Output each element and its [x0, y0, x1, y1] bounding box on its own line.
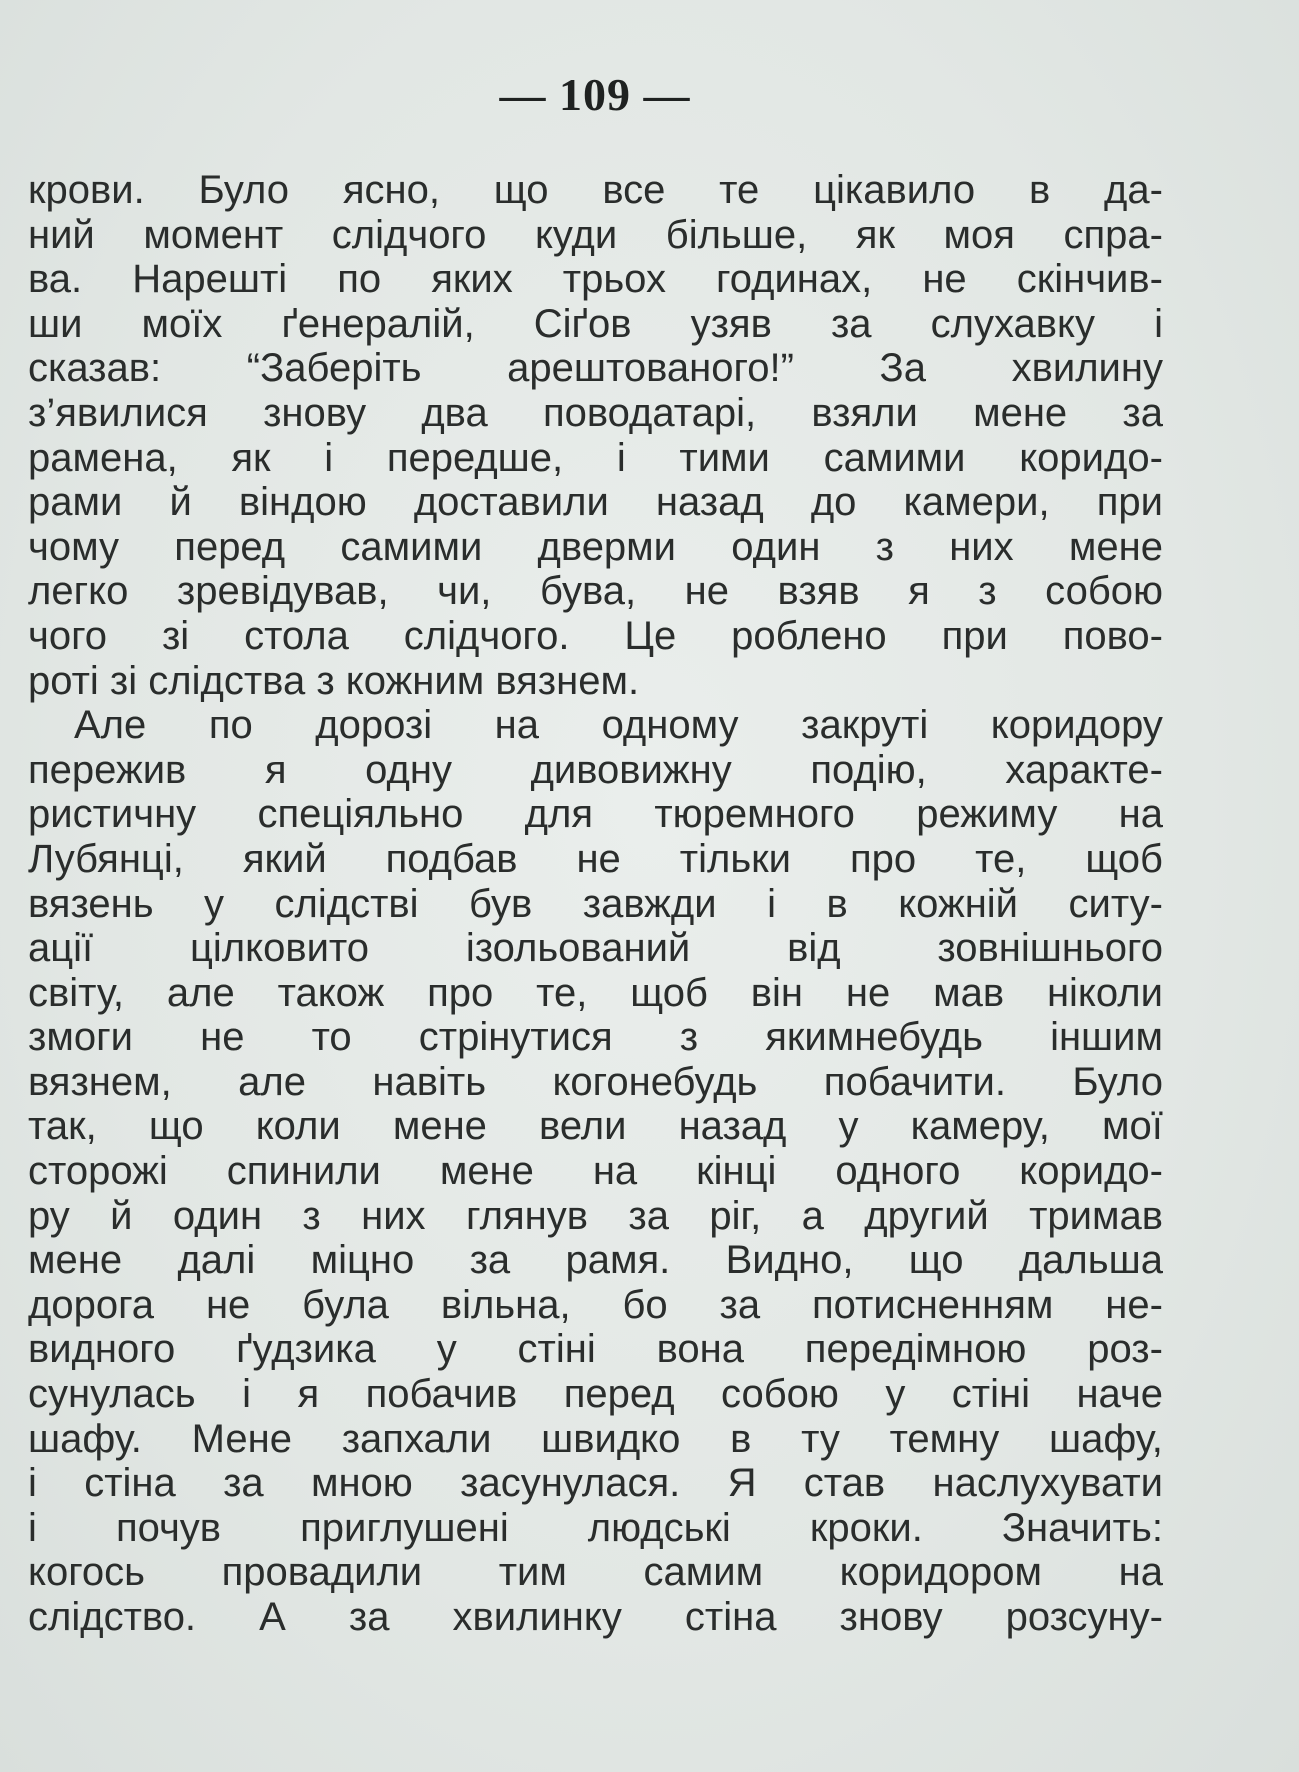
- word: назад: [678, 1104, 787, 1149]
- word: при: [1096, 480, 1163, 525]
- word: з: [679, 1015, 699, 1060]
- word: одному: [601, 703, 739, 748]
- word: ру: [28, 1193, 70, 1238]
- word: була: [302, 1282, 389, 1327]
- word: куди: [534, 212, 618, 257]
- word: режиму: [916, 792, 1058, 837]
- word: те,: [975, 836, 1027, 881]
- word: да-: [1104, 168, 1163, 212]
- word: чого: [28, 613, 108, 658]
- word: більше,: [665, 212, 808, 257]
- word: яких: [431, 257, 513, 302]
- word: Мене: [191, 1416, 292, 1461]
- word: мав: [933, 970, 1005, 1015]
- word: тим: [498, 1550, 567, 1595]
- word: цілковито: [189, 926, 370, 971]
- word: ації: [28, 926, 94, 971]
- word: мої: [1102, 1104, 1163, 1149]
- word: ва.: [28, 257, 83, 302]
- word: й: [169, 480, 192, 525]
- text-line: [28, 1506, 1163, 1551]
- word: Було: [198, 168, 290, 212]
- word: моя: [943, 212, 1015, 257]
- text-line: [28, 1327, 1163, 1372]
- word: ніколи: [1046, 970, 1163, 1015]
- word: навіть: [372, 1059, 487, 1104]
- word: рами: [28, 480, 123, 525]
- word: когонебудь: [552, 1059, 758, 1104]
- word: що: [148, 1104, 204, 1149]
- word: який: [242, 836, 327, 881]
- text-line: [28, 1283, 1163, 1328]
- word: мене: [973, 390, 1068, 435]
- word: але: [238, 1059, 306, 1104]
- word: когось: [28, 1550, 145, 1595]
- word: й: [110, 1193, 133, 1238]
- word: ситу-: [1068, 881, 1163, 926]
- word: став: [803, 1461, 886, 1506]
- word: по: [337, 257, 382, 302]
- word: За: [879, 346, 926, 391]
- word: слідчого: [331, 212, 487, 257]
- word: собою: [721, 1372, 839, 1417]
- word: в: [730, 1416, 752, 1461]
- text-line: [28, 569, 1163, 614]
- word: на: [1118, 792, 1163, 837]
- word: самими: [823, 435, 966, 480]
- word: те,: [536, 970, 588, 1015]
- word: другий: [864, 1193, 989, 1238]
- word: щоб: [1085, 836, 1163, 881]
- word: крови.: [28, 168, 145, 212]
- word: передімною: [804, 1327, 1027, 1372]
- word: дивовижну: [530, 747, 732, 792]
- word: доставили: [413, 480, 609, 525]
- word: побачив: [365, 1372, 518, 1417]
- word: дорога: [28, 1282, 155, 1327]
- word: ний: [28, 212, 95, 257]
- word: арештованого!”: [507, 346, 794, 391]
- text-line: [28, 971, 1163, 1016]
- word: запхали: [341, 1416, 492, 1461]
- word: почув: [115, 1505, 222, 1550]
- word: дальша: [1018, 1238, 1163, 1283]
- word: ту: [801, 1416, 840, 1461]
- word: ґенералій,: [281, 301, 475, 346]
- text-line: роті зі слідства з кожним вязнем.: [28, 658, 640, 703]
- word: бува,: [539, 569, 637, 614]
- word: них: [361, 1193, 426, 1238]
- text-line: [28, 302, 1163, 347]
- word: я: [908, 569, 930, 614]
- word: Було: [1072, 1059, 1163, 1104]
- word: взяв: [777, 569, 860, 614]
- word: взяли: [811, 390, 918, 435]
- text-line: [28, 1417, 1163, 1462]
- word: людські: [587, 1505, 731, 1550]
- word: хвилинку: [452, 1595, 622, 1639]
- word: він: [750, 970, 803, 1015]
- word: вона: [656, 1327, 744, 1372]
- word: шафу,: [1049, 1416, 1163, 1461]
- text-line: [28, 1194, 1163, 1239]
- word: поводатарі,: [542, 390, 757, 435]
- word: шафу.: [28, 1416, 142, 1461]
- word: спеціяльно: [257, 792, 464, 837]
- word: і: [616, 435, 626, 480]
- word: провадили: [221, 1550, 423, 1595]
- word: момент: [143, 212, 284, 257]
- word: собою: [1045, 569, 1163, 614]
- word: коридо-: [1019, 435, 1163, 480]
- word: за: [223, 1461, 264, 1506]
- word: мене: [439, 1149, 534, 1194]
- word: сунулась: [28, 1372, 196, 1417]
- word: них: [949, 524, 1014, 569]
- word: кроки.: [809, 1505, 923, 1550]
- word: у: [885, 1372, 906, 1417]
- word: кінці: [696, 1149, 777, 1194]
- text-line: [28, 168, 1163, 213]
- word: стола: [244, 613, 349, 658]
- word: і: [242, 1372, 251, 1417]
- word: назад: [655, 480, 764, 525]
- word: в: [1028, 168, 1051, 212]
- text-line: [28, 1461, 1163, 1506]
- word: завжди: [582, 881, 717, 926]
- word: за: [1122, 390, 1163, 435]
- word: я: [297, 1372, 320, 1417]
- word: Значить:: [1001, 1505, 1163, 1550]
- word: Нарешті: [132, 257, 288, 302]
- word: зревідував,: [176, 569, 389, 614]
- word: одну: [365, 747, 452, 792]
- word: приглушені: [300, 1505, 509, 1550]
- word: бо: [622, 1282, 668, 1327]
- word: сказав:: [28, 346, 162, 391]
- word: Сіґов: [533, 301, 632, 346]
- word: і: [767, 881, 776, 926]
- word: з: [302, 1193, 321, 1238]
- word: за: [719, 1282, 761, 1327]
- text-line: [28, 480, 1163, 525]
- word: слідчого.: [403, 613, 570, 658]
- word: зі: [161, 613, 190, 658]
- text-line: [28, 436, 1163, 481]
- word: самим: [643, 1550, 764, 1595]
- word: наче: [1076, 1372, 1163, 1417]
- text-line: [28, 1015, 1163, 1060]
- word: ясно,: [342, 168, 440, 212]
- word: А: [259, 1595, 286, 1639]
- word: далі: [177, 1238, 256, 1283]
- text-line: [28, 346, 1163, 391]
- word: то: [311, 1015, 352, 1060]
- word: потисненням: [812, 1282, 1054, 1327]
- word: два: [421, 390, 488, 435]
- word: за: [830, 301, 872, 346]
- word: коридору: [990, 703, 1163, 748]
- word: змоги: [28, 1015, 134, 1060]
- text-line: [28, 926, 1163, 971]
- word: наслухувати: [932, 1461, 1163, 1506]
- word: все: [602, 168, 666, 212]
- word: з: [875, 524, 894, 569]
- word: і: [324, 435, 334, 480]
- word: розсуну-: [1005, 1595, 1163, 1639]
- word: дверми: [537, 524, 677, 569]
- word: на: [1118, 1550, 1163, 1595]
- word: для: [524, 792, 594, 837]
- word: вязнем,: [28, 1059, 172, 1104]
- word: камеру,: [910, 1104, 1050, 1149]
- word: ґудзика: [236, 1327, 376, 1372]
- text-line: [28, 1149, 1163, 1194]
- word: віндою: [238, 480, 367, 525]
- word: і: [1154, 301, 1163, 346]
- word: чому: [28, 524, 120, 569]
- word: якимнебудь: [765, 1015, 983, 1060]
- word: і: [28, 1461, 37, 1506]
- word: дорозі: [315, 703, 433, 748]
- word: у: [838, 1104, 859, 1149]
- word: коли: [255, 1104, 341, 1149]
- word: самими: [340, 524, 483, 569]
- word: і: [28, 1505, 37, 1550]
- word: зовнішнього: [937, 926, 1163, 971]
- word: коридором: [839, 1550, 1043, 1595]
- word: на: [592, 1149, 638, 1194]
- word: не: [684, 569, 729, 614]
- word: темну: [889, 1416, 1000, 1461]
- word: рамя.: [565, 1238, 671, 1283]
- word: тими: [679, 435, 770, 480]
- word: подбав: [385, 836, 518, 881]
- word: до: [810, 480, 857, 525]
- text-line: [28, 1550, 1163, 1595]
- word: хвилину: [1011, 346, 1163, 391]
- word: щоб: [630, 970, 708, 1015]
- text-line: [28, 257, 1163, 302]
- word: не: [576, 836, 621, 881]
- word: трьох: [562, 257, 666, 302]
- word: так,: [28, 1104, 97, 1149]
- word: при: [941, 613, 1008, 658]
- word: тюремного: [654, 792, 855, 837]
- word: засунулася.: [460, 1461, 681, 1506]
- word: слідство.: [28, 1595, 197, 1639]
- word: з: [978, 569, 997, 614]
- text-line: [28, 1372, 1163, 1417]
- word: роблено: [731, 613, 887, 658]
- word: Це: [624, 613, 677, 658]
- word: міцно: [310, 1238, 415, 1283]
- word: я: [264, 747, 287, 792]
- text-line: [28, 1238, 1163, 1283]
- word: мене: [28, 1238, 123, 1283]
- word: узяв: [690, 301, 772, 346]
- word: “Заберіть: [246, 346, 422, 391]
- word: про: [427, 970, 494, 1015]
- word: від: [787, 926, 841, 971]
- word: коридо-: [1019, 1149, 1163, 1194]
- word: спра-: [1063, 212, 1163, 257]
- word: побачити.: [823, 1059, 1007, 1104]
- word: слідстві: [274, 881, 419, 926]
- word: стіна: [84, 1461, 176, 1506]
- word: стрінутися: [418, 1015, 613, 1060]
- word: що: [493, 168, 549, 212]
- word: пово-: [1062, 613, 1163, 658]
- word: був: [469, 881, 533, 926]
- word: ізольований: [465, 926, 691, 971]
- word: стіні: [951, 1372, 1030, 1417]
- word: на: [494, 703, 540, 748]
- word: стіна: [684, 1595, 777, 1639]
- word: ріг,: [709, 1193, 762, 1238]
- text-line: [28, 1104, 1163, 1149]
- text-line: [28, 748, 1163, 793]
- word: вільна,: [440, 1282, 571, 1327]
- word: як: [231, 435, 271, 480]
- word: скінчив-: [1016, 257, 1163, 302]
- word: за: [348, 1595, 390, 1639]
- word: чи,: [437, 569, 492, 614]
- word: кожній: [898, 881, 1019, 926]
- word: Видно,: [725, 1238, 854, 1283]
- word: а: [801, 1193, 824, 1238]
- word: годинах,: [716, 257, 873, 302]
- word: стіні: [517, 1327, 596, 1372]
- word: мене: [392, 1104, 487, 1149]
- word: передше,: [386, 435, 564, 480]
- text-line: [28, 1595, 1163, 1640]
- word: спинили: [226, 1149, 381, 1194]
- word: не-: [1105, 1282, 1163, 1327]
- word: глянув: [465, 1193, 588, 1238]
- word: перед: [174, 524, 286, 569]
- word: не: [205, 1282, 251, 1327]
- word: як: [855, 212, 895, 257]
- word: ристичну: [28, 792, 197, 837]
- word: одного: [835, 1149, 961, 1194]
- word: мною: [310, 1461, 413, 1506]
- word: також: [277, 970, 385, 1015]
- word: Але: [74, 703, 147, 748]
- text-line: [28, 882, 1163, 927]
- text-line: [28, 213, 1163, 258]
- text-line: [28, 614, 1163, 659]
- word: за: [628, 1193, 669, 1238]
- word: Я: [727, 1461, 757, 1506]
- word: роз-: [1087, 1327, 1163, 1372]
- word: сторожі: [28, 1149, 168, 1194]
- word: видного: [28, 1327, 176, 1372]
- word: ши: [28, 301, 83, 346]
- text-line: [28, 792, 1163, 837]
- word: тримав: [1029, 1193, 1163, 1238]
- text-line: [28, 391, 1163, 436]
- word: в: [826, 881, 848, 926]
- word: не: [845, 970, 891, 1015]
- word: швидко: [541, 1416, 681, 1461]
- word: не: [922, 257, 967, 302]
- word: не: [200, 1015, 245, 1060]
- word: мене: [1068, 524, 1163, 569]
- word: про: [849, 836, 917, 881]
- word: вязень: [28, 881, 154, 926]
- word: подію,: [810, 747, 927, 792]
- paragraph: [28, 703, 1163, 1639]
- body-text: [28, 168, 1163, 1640]
- word: рамена,: [28, 435, 178, 480]
- word: пережив: [28, 747, 187, 792]
- word: з’явилися: [28, 390, 208, 435]
- text-line: [28, 837, 1163, 882]
- page-number: — 109 —: [499, 69, 691, 120]
- word: закруті: [801, 703, 929, 748]
- word: світу,: [28, 970, 125, 1015]
- text-line: [28, 703, 1163, 748]
- word: слухавку: [930, 301, 1095, 346]
- word: моїх: [141, 301, 223, 346]
- word: цікавило: [813, 168, 976, 212]
- text-line: [28, 525, 1163, 570]
- word: іншим: [1050, 1015, 1163, 1060]
- word: по: [208, 703, 253, 748]
- word: один: [731, 524, 821, 569]
- word: Лубянці,: [28, 836, 184, 881]
- word: знову: [839, 1595, 943, 1639]
- word: камери,: [903, 480, 1050, 525]
- text-line: [28, 1060, 1163, 1105]
- paragraph: [28, 168, 1163, 703]
- word: перед: [563, 1372, 675, 1417]
- word: у: [436, 1327, 457, 1372]
- word: але: [166, 970, 235, 1015]
- word: легко: [28, 569, 129, 614]
- word: один: [172, 1193, 263, 1238]
- word: те: [719, 168, 760, 212]
- word: знову: [263, 390, 367, 435]
- word: вели: [539, 1104, 627, 1149]
- word: характе-: [1005, 747, 1163, 792]
- word: у: [204, 881, 225, 926]
- word: за: [469, 1238, 511, 1283]
- word: що: [908, 1238, 964, 1283]
- word: тільки: [679, 836, 792, 881]
